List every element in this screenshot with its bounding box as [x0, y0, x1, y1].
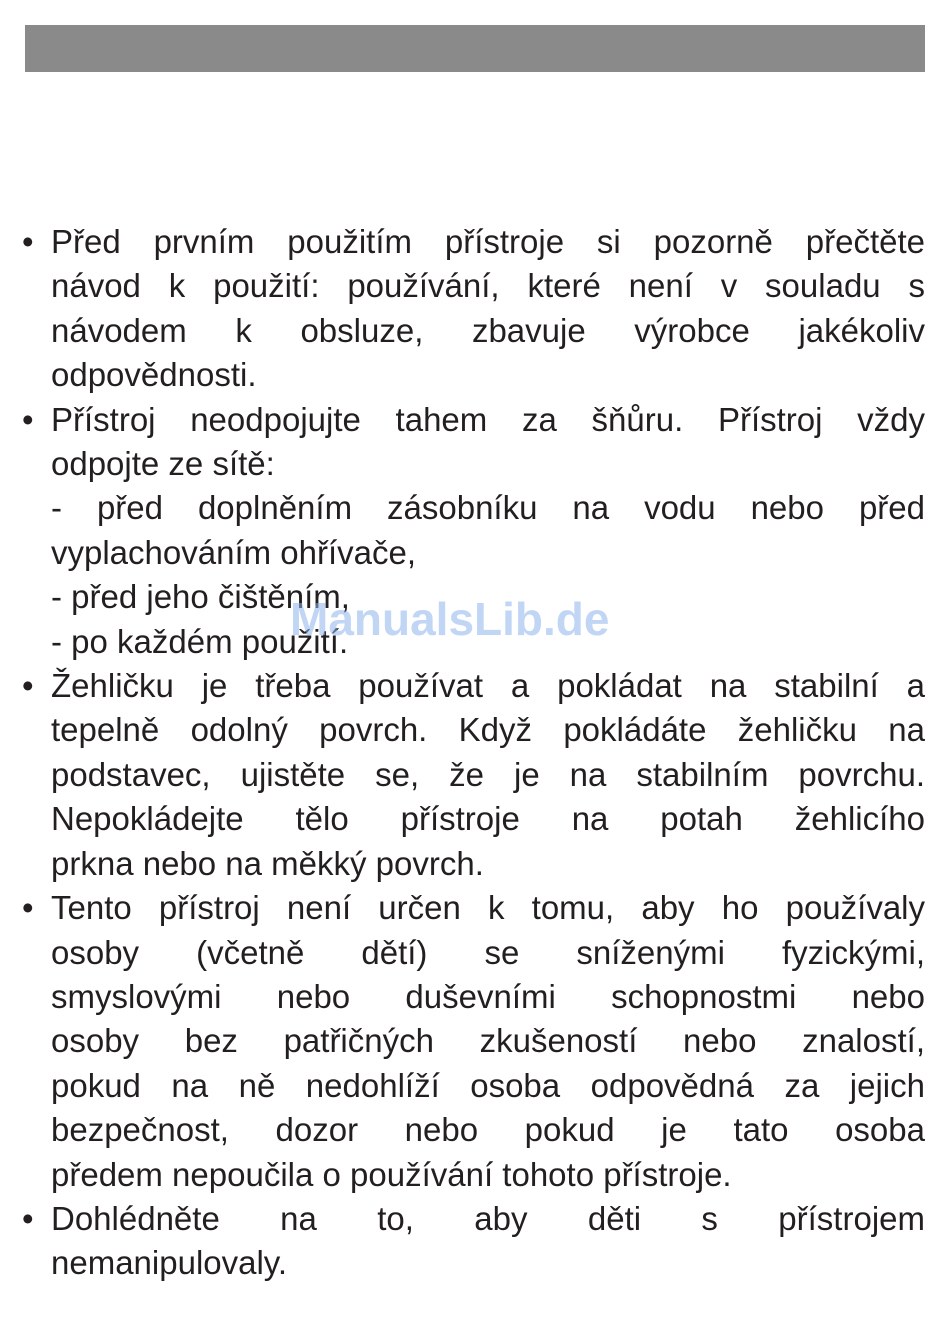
bullet: •: [22, 223, 34, 260]
text-line: osoby bez patřičných zkušeností nebo znalostí,: [51, 1022, 925, 1060]
text-line: - před doplněním zásobníku na vodu nebo před: [51, 489, 925, 527]
text-line: odpojte ze sítě:: [51, 445, 275, 483]
text-line: Nepokládejte tělo přístroje na potah žehlicího: [51, 800, 925, 838]
text-line: - před jeho čištěním,: [51, 578, 350, 616]
text-line: předem nepoučila o používání tohoto přístroje.: [51, 1155, 732, 1193]
list-item: [22, 886, 925, 1197]
text-line: - po každém použití.: [51, 622, 349, 660]
text-line: Přístroj neodpojujte tahem za šňůru. Přístroj vždy: [51, 400, 925, 438]
bullet: •: [22, 1199, 34, 1237]
bullet: •: [22, 667, 34, 705]
list-item: [22, 220, 925, 398]
bullet: •: [22, 889, 34, 927]
text-line: podstavec, ujistěte se, že je na stabilním povrchu.: [51, 755, 925, 793]
text-line: osoby (včetně dětí) se sníženými fyzickými,: [51, 933, 925, 971]
text-line: návod k použití: používání, které není v souladu s: [51, 267, 925, 305]
bullet: •: [22, 400, 34, 438]
list-item: [22, 1197, 925, 1286]
text-line: smyslovými nebo duševními schopnostmi nebo: [51, 977, 925, 1015]
text-line: Dohlédněte na to, aby děti s přístrojem: [51, 1199, 925, 1237]
text-line: bezpečnost, dozor nebo pokud je tato osoba: [51, 1111, 925, 1149]
safety-instructions-list: [22, 220, 925, 1286]
text-line: odpovědnosti.: [51, 356, 257, 394]
list-item: [22, 664, 925, 886]
text-line: tepelně odolný povrch. Když pokládáte žehličku na: [51, 711, 925, 749]
text-line: návodem k obsluze, zbavuje výrobce jakékoliv: [51, 311, 925, 349]
header-bar: [25, 25, 925, 72]
text-line: Před prvním použitím přístroje si pozorně přečtěte: [51, 223, 925, 260]
text-line: Tento přístroj není určen k tomu, aby ho používaly: [51, 889, 925, 927]
text-line: vyplachováním ohřívače,: [51, 533, 417, 571]
text-line: Žehličku je třeba používat a pokládat na stabilní a: [51, 667, 925, 705]
watermark: ManualsLib.de: [290, 593, 610, 645]
text-line: prkna nebo na měkký povrch.: [51, 844, 484, 882]
text-line: pokud na ně nedohlíží osoba odpovědná za jejich: [51, 1066, 925, 1104]
text-line: nemanipulovaly.: [51, 1244, 288, 1282]
